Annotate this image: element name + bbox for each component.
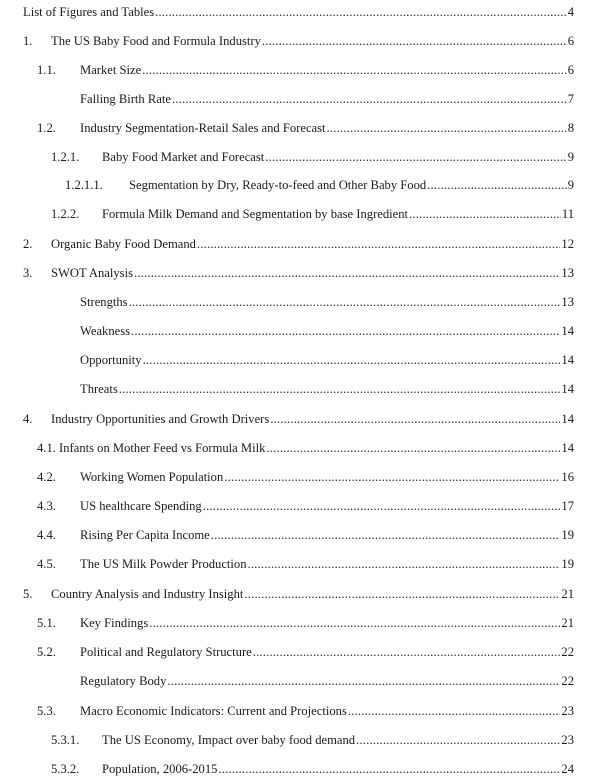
toc-entry-page-number: 23 [561,704,574,718]
toc-entry-page-number: 14 [561,441,574,455]
toc-entry-page-number: 14 [561,353,574,367]
toc-entry-title: Key Findings [80,616,149,630]
toc-entry-number: 4.4. [37,528,56,542]
dot-leader [172,92,567,107]
dot-leader [270,412,560,427]
toc-entry-title: Strengths [80,295,128,309]
toc-entry-title: Threats [80,382,118,396]
toc-entry[interactable] [0,178,608,196]
dot-leader [427,178,567,193]
dot-leader [265,150,566,165]
toc-entry-number: 5.2. [37,645,56,659]
toc-entry-title: Regulatory Body [80,674,167,688]
toc-entry-title: Population, 2006-2015 [102,762,218,776]
toc-entry[interactable] [0,295,608,313]
toc-entry[interactable] [0,470,608,488]
toc-entry-page-number: 14 [561,382,574,396]
toc-entry-title: The US Economy, Impact over baby food demand [102,733,356,747]
toc-entry-page-number: 6 [567,34,574,48]
dot-leader [244,587,560,602]
dot-leader [266,441,560,456]
toc-entry-title: The US Baby Food and Formula Industry [51,34,261,48]
toc-entry[interactable] [0,616,608,634]
toc-entry-title: List of Figures and Tables [23,5,155,19]
toc-entry[interactable] [0,92,608,110]
toc-entry-number: 4.5. [37,557,56,571]
toc-entry-page-number: 9 [567,178,574,192]
toc-entry[interactable] [0,266,608,284]
dot-leader [143,353,561,368]
toc-entry-title: Rising Per Capita Income [80,528,210,542]
toc-entry-title: Industry Opportunities and Growth Drivers [51,412,270,426]
dot-leader [224,470,560,485]
toc-entry-title: Weakness [80,324,131,338]
dot-leader [262,34,567,49]
dot-leader [131,324,560,339]
toc-entry-page-number: 14 [561,324,574,338]
toc-entry[interactable] [0,5,608,23]
toc-entry-page-number: 7 [567,92,574,106]
toc-entry-page-number: 12 [561,237,574,251]
toc-entry[interactable] [0,324,608,342]
toc-entry[interactable] [0,674,608,692]
toc-entry-number: 5.1. [37,616,56,630]
toc-entry-number: 1.2.1. [51,150,80,164]
toc-entry-title: Formula Milk Demand and Segmentation by base Ingredient [102,207,409,221]
toc-entry-page-number: 9 [567,150,574,164]
toc-entry[interactable] [0,412,608,430]
toc-entry-page-number: 17 [561,499,574,513]
toc-entry-title: Baby Food Market and Forecast [102,150,265,164]
toc-entry-title: Segmentation by Dry, Ready-to-feed and Other Baby Food [129,178,427,192]
toc-entry[interactable] [0,63,608,81]
toc-entry[interactable] [0,704,608,722]
toc-entry-title: US healthcare Spending [80,499,202,513]
dot-leader [119,382,561,397]
toc-entry-page-number: 23 [561,733,574,747]
dot-leader [327,121,567,136]
toc-entry-title: Market Size [80,63,142,77]
toc-entry-title: Country Analysis and Industry Insight [51,587,244,601]
dot-leader [167,674,560,689]
toc-entry[interactable] [0,587,608,605]
toc-entry-number: 5.3. [37,704,56,718]
toc-entry-number: 5.3.1. [51,733,80,747]
toc-entry-title: SWOT Analysis [51,266,133,280]
toc-entry-page-number: 11 [561,207,574,221]
dot-leader [197,237,560,252]
toc-entry-page-number: 13 [561,266,574,280]
toc-entry-title: Macro Economic Indicators: Current and Projections [80,704,347,718]
toc-entry-page-number: 16 [561,470,574,484]
toc-entry-page-number: 24 [561,762,574,776]
dot-leader [155,5,567,20]
toc-entry-page-number: 22 [561,674,574,688]
toc-entry-number: 1. [23,34,33,48]
dot-leader [211,528,561,543]
dot-leader [142,63,567,78]
toc-entry[interactable] [0,121,608,139]
toc-entry[interactable] [0,382,608,400]
toc-entry[interactable] [0,353,608,371]
toc-entry-number: 4.3. [37,499,56,513]
toc-entry-page-number: 8 [567,121,574,135]
toc-entry[interactable] [0,762,608,780]
dot-leader [149,616,560,631]
toc-entry-number: 1.2.2. [51,207,80,221]
toc-entry-page-number: 19 [561,528,574,542]
dot-leader [218,762,560,777]
toc-entry-title: Falling Birth Rate [80,92,171,106]
toc-entry-title: Working Women Population [80,470,224,484]
toc-entry-page-number: 13 [561,295,574,309]
toc-entry-number: 2. [23,237,33,251]
toc-entry-page-number: 21 [561,587,574,601]
toc-entry[interactable] [0,207,608,225]
toc-entry-title: 4.1. Infants on Mother Feed vs Formula Milk [37,441,266,455]
dot-leader [348,704,561,719]
toc-entry-number: 5. [23,587,33,601]
toc-entry-number: 5.3.2. [51,762,80,776]
toc-entry-page-number: 4 [567,5,574,19]
dot-leader [134,266,560,281]
toc-entry[interactable] [0,237,608,255]
toc-entry[interactable] [0,733,608,751]
toc-entry-number: 4.2. [37,470,56,484]
toc-entry-title: Organic Baby Food Demand [51,237,196,251]
dot-leader [253,645,561,660]
dot-leader [203,499,561,514]
toc-entry-number: 1.1. [37,63,56,77]
toc-entry-title: Political and Regulatory Structure [80,645,252,659]
toc-entry[interactable] [0,499,608,517]
toc-entry-page-number: 21 [561,616,574,630]
toc-entry[interactable] [0,645,608,663]
dot-leader [129,295,561,310]
toc-entry-page-number: 14 [561,412,574,426]
toc-entry[interactable] [0,34,608,52]
toc-entry-page-number: 22 [561,645,574,659]
toc-entry-number: 1.2. [37,121,56,135]
toc-entry-number: 3. [23,266,33,280]
toc-entry-page-number: 19 [561,557,574,571]
toc-entry-title: Opportunity [80,353,142,367]
dot-leader [409,207,561,222]
toc-entry[interactable] [0,528,608,546]
toc-entry-title: Industry Segmentation-Retail Sales and Forecast [80,121,326,135]
toc-entry-page-number: 6 [567,63,574,77]
dot-leader [356,733,560,748]
dot-leader [248,557,561,572]
toc-entry-number: 4. [23,412,33,426]
toc-entry[interactable] [0,557,608,575]
toc-entry[interactable] [0,150,608,168]
toc-entry-title: The US Milk Powder Production [80,557,247,571]
toc-entry-number: 1.2.1.1. [65,178,103,192]
toc-entry[interactable] [0,441,608,459]
